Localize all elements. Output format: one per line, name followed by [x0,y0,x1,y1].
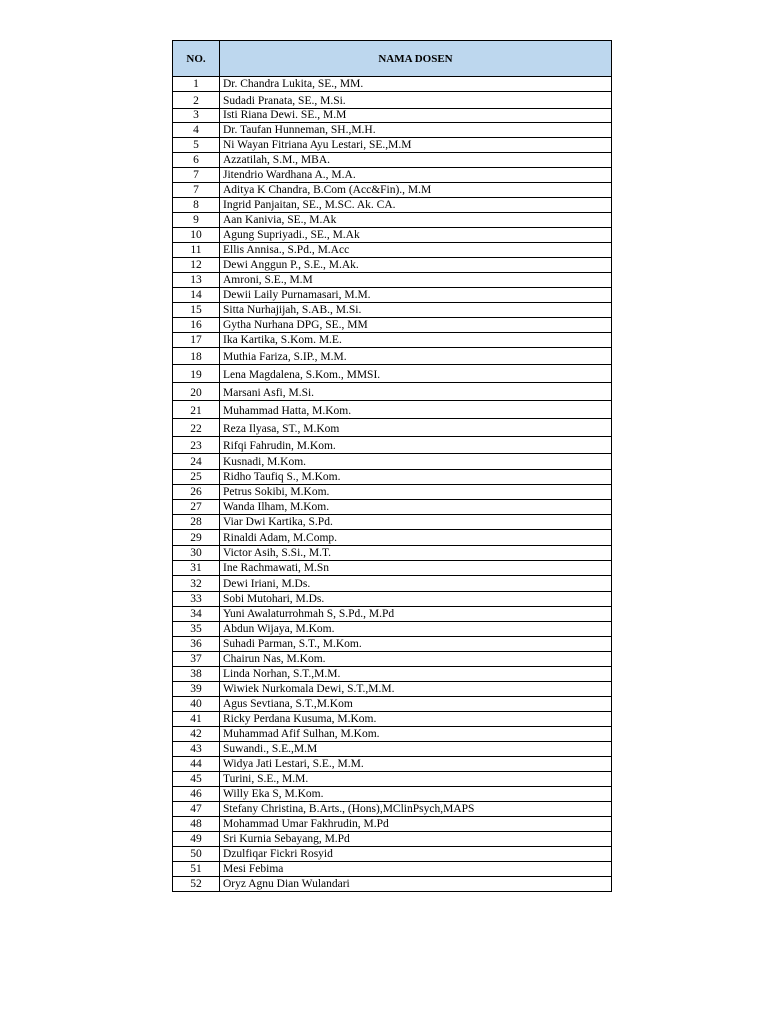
row-number: 46 [173,787,220,802]
lecturer-name: Suwandi., S.E.,M.M [220,742,612,757]
lecturer-name: Amroni, S.E., M.M [220,273,612,288]
lecturer-name: Ni Wayan Fitriana Ayu Lestari, SE.,M.M [220,138,612,153]
row-number: 25 [173,470,220,485]
row-number: 20 [173,383,220,401]
row-number: 17 [173,333,220,348]
table-row [173,877,612,892]
row-number: 12 [173,258,220,273]
lecturer-name: Oryz Agnu Dian Wulandari [220,877,612,892]
row-number: 13 [173,273,220,288]
row-number: 48 [173,817,220,832]
table-row [173,333,612,348]
table-row [173,213,612,228]
table-row [173,288,612,303]
row-number: 2 [173,92,220,109]
row-number: 7 [173,183,220,198]
lecturer-name: Stefany Christina, B.Arts., (Hons),MClinPsych,MAPS [220,802,612,817]
table-row [173,485,612,500]
row-number: 27 [173,500,220,515]
lecturer-name: Abdun Wijaya, M.Kom. [220,622,612,637]
row-number: 32 [173,576,220,592]
table-row [173,862,612,877]
lecturer-name: Yuni Awalaturrohmah S, S.Pd., M.Pd [220,607,612,622]
lecturer-table [172,40,612,892]
row-number: 1 [173,77,220,92]
table-row [173,576,612,592]
row-number: 21 [173,401,220,419]
row-number: 23 [173,437,220,454]
table-row [173,470,612,485]
lecturer-name: Ine Rachmawati, M.Sn [220,561,612,576]
row-number: 42 [173,727,220,742]
lecturer-name: Dewii Laily Purnamasari, M.M. [220,288,612,303]
table-row [173,348,612,365]
row-number: 34 [173,607,220,622]
header-name: NAMA DOSEN [220,41,612,77]
table-row [173,712,612,727]
row-number: 41 [173,712,220,727]
table-row [173,802,612,817]
lecturer-name: Sobi Mutohari, M.Ds. [220,592,612,607]
row-number: 4 [173,123,220,138]
lecturer-name: Mesi Febima [220,862,612,877]
lecturer-name: Sitta Nurhajijah, S.AB., M.Si. [220,303,612,318]
row-number: 19 [173,365,220,383]
lecturer-name: Kusnadi, M.Kom. [220,454,612,470]
row-number: 18 [173,348,220,365]
table-row [173,622,612,637]
lecturer-name: Dr. Taufan Hunneman, SH.,M.H. [220,123,612,138]
table-row [173,682,612,697]
row-number: 33 [173,592,220,607]
lecturer-name: Sudadi Pranata, SE., M.Si. [220,92,612,109]
row-number: 51 [173,862,220,877]
table-row [173,365,612,383]
lecturer-name: Dewi Anggun P., S.E., M.Ak. [220,258,612,273]
table-row [173,273,612,288]
table-row [173,637,612,652]
row-number: 52 [173,877,220,892]
lecturer-name: Ricky Perdana Kusuma, M.Kom. [220,712,612,727]
table-row [173,77,612,92]
table-row [173,168,612,183]
lecturer-name: Dr. Chandra Lukita, SE., MM. [220,77,612,92]
table-row [173,198,612,213]
lecturer-name: Azzatilah, S.M., MBA. [220,153,612,168]
table-row [173,153,612,168]
table-row [173,667,612,682]
row-number: 44 [173,757,220,772]
lecturer-name: Suhadi Parman, S.T., M.Kom. [220,637,612,652]
lecturer-name: Lena Magdalena, S.Kom., MMSI. [220,365,612,383]
lecturer-name: Ika Kartika, S.Kom. M.E. [220,333,612,348]
lecturer-name: Jitendrio Wardhana A., M.A. [220,168,612,183]
lecturer-name: Wiwiek Nurkomala Dewi, S.T.,M.M. [220,682,612,697]
table-row [173,454,612,470]
table-row [173,318,612,333]
lecturer-name: Viar Dwi Kartika, S.Pd. [220,515,612,530]
row-number: 24 [173,454,220,470]
table-row [173,303,612,318]
lecturer-name: Linda Norhan, S.T.,M.M. [220,667,612,682]
table-row [173,243,612,258]
table-row [173,383,612,401]
row-number: 40 [173,697,220,712]
row-number: 28 [173,515,220,530]
table-row [173,742,612,757]
row-number: 6 [173,153,220,168]
table-body [173,77,612,892]
lecturer-name: Gytha Nurhana DPG, SE., MM [220,318,612,333]
lecturer-name: Muhammad Hatta, M.Kom. [220,401,612,419]
lecturer-name: Petrus Sokibi, M.Kom. [220,485,612,500]
lecturer-name: Victor Asih, S.Si., M.T. [220,546,612,561]
row-number: 38 [173,667,220,682]
lecturer-name: Mohammad Umar Fakhrudin, M.Pd [220,817,612,832]
table-row [173,727,612,742]
table-row [173,258,612,273]
lecturer-name: Wanda Ilham, M.Kom. [220,500,612,515]
table-row [173,515,612,530]
table-row [173,772,612,787]
table-row [173,607,612,622]
row-number: 7 [173,168,220,183]
row-number: 8 [173,198,220,213]
lecturer-name: Agus Sevtiana, S.T.,M.Kom [220,697,612,712]
row-number: 16 [173,318,220,333]
row-number: 5 [173,138,220,153]
row-number: 45 [173,772,220,787]
lecturer-name: Rinaldi Adam, M.Comp. [220,530,612,546]
table-row [173,401,612,419]
lecturer-name: Sri Kurnia Sebayang, M.Pd [220,832,612,847]
table-row [173,561,612,576]
table-row [173,757,612,772]
table-row [173,787,612,802]
row-number: 29 [173,530,220,546]
table-row [173,652,612,667]
row-number: 26 [173,485,220,500]
lecturer-name: Dewi Iriani, M.Ds. [220,576,612,592]
row-number: 14 [173,288,220,303]
table-row [173,183,612,198]
lecturer-name: Widya Jati Lestari, S.E., M.M. [220,757,612,772]
table-row [173,592,612,607]
row-number: 43 [173,742,220,757]
header-row [173,41,612,77]
table-row [173,437,612,454]
lecturer-name: Chairun Nas, M.Kom. [220,652,612,667]
lecturer-name: Ingrid Panjaitan, SE., M.SC. Ak. CA. [220,198,612,213]
row-number: 11 [173,243,220,258]
row-number: 37 [173,652,220,667]
lecturer-name: Ridho Taufiq S., M.Kom. [220,470,612,485]
header-no: NO. [173,41,220,77]
table-row [173,697,612,712]
lecturer-name: Aan Kanivia, SE., M.Ak [220,213,612,228]
lecturer-name: Isti Riana Dewi. SE., M.M [220,109,612,123]
row-number: 10 [173,228,220,243]
row-number: 30 [173,546,220,561]
table-row [173,847,612,862]
row-number: 50 [173,847,220,862]
lecturer-name: Muthia Fariza, S.IP., M.M. [220,348,612,365]
row-number: 47 [173,802,220,817]
row-number: 35 [173,622,220,637]
table-row [173,109,612,123]
lecturer-name: Rifqi Fahrudin, M.Kom. [220,437,612,454]
lecturer-name: Dzulfiqar Fickri Rosyid [220,847,612,862]
lecturer-name: Reza Ilyasa, ST., M.Kom [220,419,612,437]
row-number: 15 [173,303,220,318]
lecturer-name: Willy Eka S, M.Kom. [220,787,612,802]
lecturer-name: Aditya K Chandra, B.Com (Acc&Fin)., M.M [220,183,612,198]
lecturer-name: Ellis Annisa., S.Pd., M.Acc [220,243,612,258]
row-number: 31 [173,561,220,576]
table-row [173,123,612,138]
table-row [173,228,612,243]
table-row [173,419,612,437]
table-row [173,92,612,109]
table-row [173,546,612,561]
row-number: 39 [173,682,220,697]
row-number: 49 [173,832,220,847]
lecturer-name: Turini, S.E., M.M. [220,772,612,787]
row-number: 3 [173,109,220,123]
row-number: 36 [173,637,220,652]
row-number: 22 [173,419,220,437]
row-number: 9 [173,213,220,228]
table-row [173,138,612,153]
table-row [173,832,612,847]
table-row [173,530,612,546]
lecturer-name: Muhammad Afif Sulhan, M.Kom. [220,727,612,742]
table-row [173,500,612,515]
lecturer-name: Marsani Asfi, M.Si. [220,383,612,401]
lecturer-name: Agung Supriyadi., SE., M.Ak [220,228,612,243]
table-row [173,817,612,832]
